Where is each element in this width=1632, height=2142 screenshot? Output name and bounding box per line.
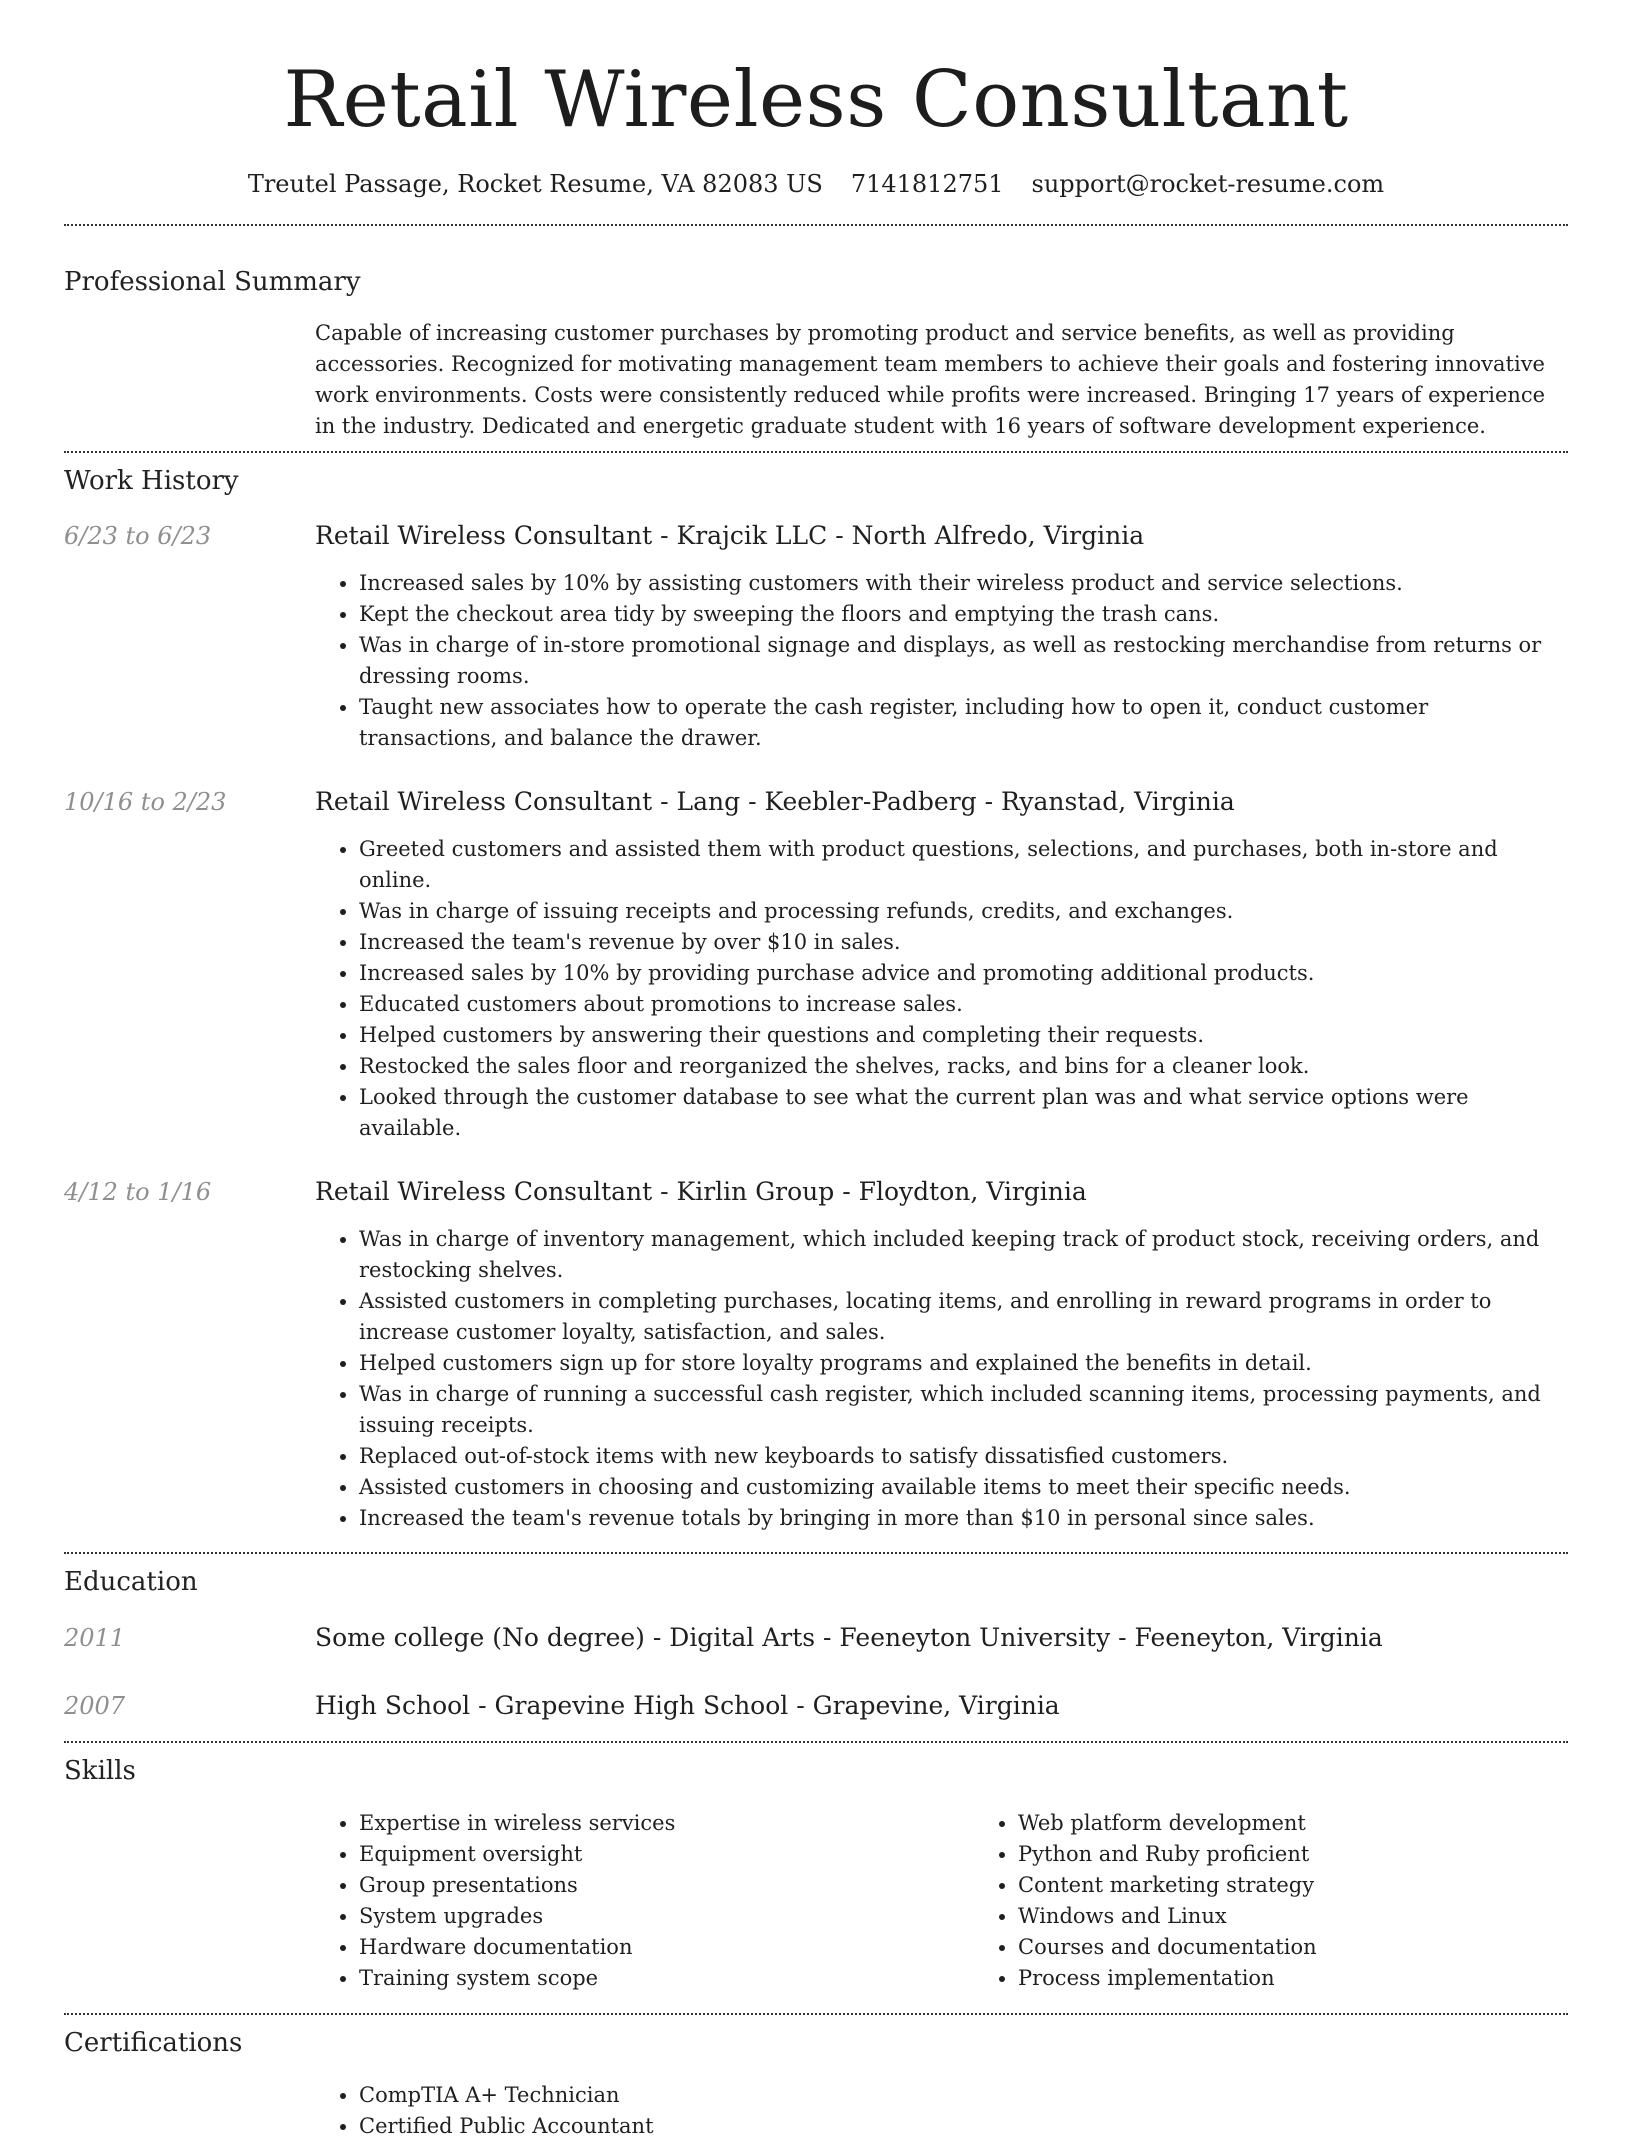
education-year: 2011 — [64, 1624, 126, 1652]
job-bullet: • Assisted customers in choosing and customizing available items to meet their specific needs. — [359, 1472, 1568, 1503]
job-heading: Retail Wireless Consultant - Krajcik LLC - North Alfredo, Virginia — [315, 521, 1145, 550]
skill-item: • Hardware documentation — [359, 1932, 974, 1963]
job-bullet: • Greeted customers and assisted them with product questions, selections, and purchases, both in-store and online. — [359, 834, 1568, 896]
job-dates: 4/12 to 1/16 — [64, 1178, 212, 1206]
contact-phone: 7141812751 — [850, 170, 1004, 198]
section-divider — [64, 1552, 1568, 1554]
summary-section — [64, 265, 1568, 442]
job-bullet: • Increased the team's revenue by over $10 in sales. — [359, 927, 1568, 958]
skills-section — [64, 1754, 1568, 1994]
skill-item: • Courses and documentation — [1018, 1932, 1632, 1963]
job-bullet: • Kept the checkout area tidy by sweeping the floors and emptying the trash cans. — [359, 599, 1568, 630]
job-heading: Retail Wireless Consultant - Kirlin Group - Floydton, Virginia — [315, 1177, 1087, 1206]
job-bullets — [315, 1224, 1568, 1534]
section-divider — [64, 1741, 1568, 1743]
skill-item: • Expertise in wireless services — [359, 1808, 974, 1839]
skill-item: • Group presentations — [359, 1870, 974, 1901]
job-bullet: • Helped customers sign up for store loyalty programs and explained the benefits in detail. — [359, 1348, 1568, 1379]
education-year: 2007 — [64, 1692, 126, 1720]
certifications-heading: Certifications — [64, 2028, 243, 2058]
job-bullet: • Was in charge of issuing receipts and processing refunds, credits, and exchanges. — [359, 896, 1568, 927]
work-history-heading: Work History — [64, 466, 239, 496]
job-entry — [64, 1175, 1568, 1534]
skill-item: • System upgrades — [359, 1901, 974, 1932]
skills-list-right — [974, 1808, 1632, 1994]
contact-address: Treutel Passage, Rocket Resume, VA 82083 US — [247, 170, 823, 198]
education-heading-text: High School - Grapevine High School - Grapevine, Virginia — [315, 1691, 1060, 1720]
section-divider — [64, 224, 1568, 226]
education-entry — [64, 1621, 1568, 1655]
section-divider — [64, 451, 1568, 453]
job-dates: 6/23 to 6/23 — [64, 522, 212, 550]
skill-item: • Training system scope — [359, 1963, 974, 1994]
certification-item: • CompTIA A+ Technician — [359, 2080, 1568, 2111]
job-entry — [64, 785, 1568, 1144]
certifications-section — [64, 2026, 1568, 2142]
job-bullet: • Was in charge of in-store promotional signage and displays, as well as restocking merchandise from returns or dressing rooms. — [359, 630, 1568, 692]
job-bullet: • Was in charge of inventory management, which included keeping track of product stock, receiving orders, and restocking shelves. — [359, 1224, 1568, 1286]
job-bullet: • Assisted customers in completing purchases, locating items, and enrolling in reward programs in order to increase customer loyalty, satisfaction, and sales. — [359, 1286, 1568, 1348]
work-history-section — [64, 464, 1568, 1534]
skill-item: • Process implementation — [1018, 1963, 1632, 1994]
job-entry — [64, 519, 1568, 754]
job-bullets — [315, 568, 1568, 754]
resume-page — [64, 0, 1568, 2138]
education-heading: Education — [64, 1567, 198, 1597]
skills-list-left — [315, 1808, 974, 1994]
summary-heading: Professional Summary — [64, 267, 361, 297]
job-bullet: • Educated customers about promotions to increase sales. — [359, 989, 1568, 1020]
education-entry — [64, 1689, 1568, 1723]
job-bullet: • Increased sales by 10% by assisting customers with their wireless product and service selections. — [359, 568, 1568, 599]
job-dates: 10/16 to 2/23 — [64, 788, 227, 816]
job-bullets — [315, 834, 1568, 1144]
skill-item: • Equipment oversight — [359, 1839, 974, 1870]
job-bullet: • Looked through the customer database to see what the current plan was and what service options were available. — [359, 1082, 1568, 1144]
summary-text: Capable of increasing customer purchases by promoting product and service benefits, as well as providing accessories. Recognized for motivating management team members to achieve their goals and fostering innovative work environments. Costs were consistently reduced while profits were increased. Bringing 17 years of experience in the industry. Dedicated and energetic graduate student with 16 years of software development experience. — [315, 321, 1546, 438]
job-bullet: • Restocked the sales floor and reorganized the shelves, racks, and bins for a cleaner look. — [359, 1051, 1568, 1082]
job-heading: Retail Wireless Consultant - Lang - Keebler-Padberg - Ryanstad, Virginia — [315, 787, 1235, 816]
job-bullet: • Increased sales by 10% by providing purchase advice and promoting additional products. — [359, 958, 1568, 989]
job-bullet: • Increased the team's revenue totals by bringing in more than $10 in personal since sales. — [359, 1503, 1568, 1534]
job-bullet: • Was in charge of running a successful cash register, which included scanning items, processing payments, and issuing receipts. — [359, 1379, 1568, 1441]
skill-item: • Python and Ruby proficient — [1018, 1839, 1632, 1870]
contact-line — [64, 168, 1568, 200]
job-bullet: • Taught new associates how to operate the cash register, including how to open it, conduct customer transactions, and balance the drawer. — [359, 692, 1568, 754]
section-divider — [64, 2013, 1568, 2015]
skill-item: • Web platform development — [1018, 1808, 1632, 1839]
certification-item: • Certified Public Accountant — [359, 2111, 1568, 2142]
job-bullet: • Helped customers by answering their questions and completing their requests. — [359, 1020, 1568, 1051]
contact-email: support@rocket-resume.com — [1031, 170, 1385, 198]
skill-item: • Windows and Linux — [1018, 1901, 1632, 1932]
education-section — [64, 1565, 1568, 1723]
skills-heading: Skills — [64, 1756, 136, 1786]
skill-item: • Content marketing strategy — [1018, 1870, 1632, 1901]
certifications-list — [315, 2080, 1568, 2142]
education-heading-text: Some college (No degree) - Digital Arts - Feeneyton University - Feeneyton, Virginia — [315, 1623, 1383, 1652]
resume-name: Retail Wireless Consultant — [283, 55, 1349, 145]
job-bullet: • Replaced out-of-stock items with new keyboards to satisfy dissatisfied customers. — [359, 1441, 1568, 1472]
